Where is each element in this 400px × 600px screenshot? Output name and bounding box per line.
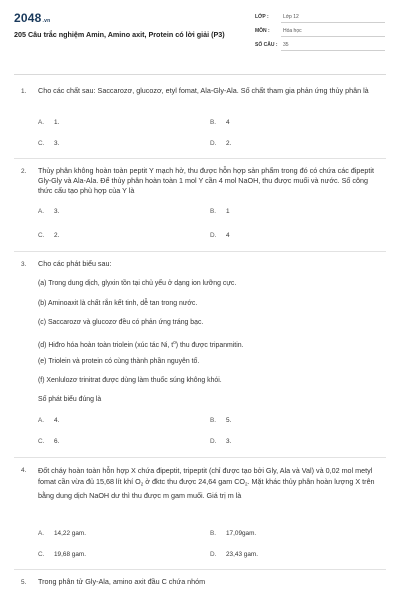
subscript: 2 xyxy=(140,481,144,487)
option-a[interactable] xyxy=(38,208,59,215)
option-letter: D. xyxy=(210,232,217,239)
option-text: 14,22 gam. xyxy=(54,530,86,537)
degree-superscript: 0 xyxy=(173,340,176,345)
statement-f: (f) Xenlulozơ trinitrat được dùng làm thuốc súng không khói. xyxy=(38,377,222,384)
meta-underline xyxy=(281,50,385,51)
question-text: Cho các phát biểu sau: xyxy=(38,259,112,268)
document-title: 205 Câu trắc nghiệm Amin, Amino axit, Protein có lời giải (P3) xyxy=(14,30,225,39)
option-text: 3. xyxy=(54,140,60,147)
question-prompt: Số phát biểu đúng là xyxy=(38,396,102,403)
option-d[interactable] xyxy=(210,140,231,147)
question-text xyxy=(38,465,383,501)
statement-b: (b) Aminoaxit là chất rắn kết tinh, dễ tan trong nước. xyxy=(38,300,198,307)
question-text-part: . Mặt khác thủy phân hoàn lượng X trên bằng dung dịch NaOH dư thì thu được m gam muối. Giá trị m là xyxy=(38,477,375,500)
option-letter: D. xyxy=(210,140,217,147)
option-text: 4 xyxy=(226,119,230,126)
option-letter: B. xyxy=(210,530,217,537)
option-d[interactable] xyxy=(210,551,258,558)
option-letter: C. xyxy=(38,232,45,239)
option-letter: A. xyxy=(38,208,45,215)
option-text: 23,43 gam. xyxy=(226,551,258,558)
logo-text: 2048 xyxy=(14,11,42,25)
question-text: Thủy phân không hoàn toàn peptit Y mạch hở, thu được hỗn hợp sản phẩm trong đó có chứa các đipeptit Gly-Gly và Ala-Ala. Để thủy phân hoàn toàn 1 mol Y cần 4 mol NaOH, thu được muối và nước. Số công thức cấu tạo phù hợp của Y là xyxy=(38,166,374,195)
option-text: 1 xyxy=(226,208,230,215)
document-header xyxy=(0,0,400,66)
option-d[interactable] xyxy=(210,232,230,239)
meta-box xyxy=(255,12,385,54)
option-c[interactable] xyxy=(38,438,59,445)
question-number: 1. xyxy=(21,88,27,95)
question-divider xyxy=(14,251,386,252)
question-text: Cho các chất sau: Saccarozơ, glucozơ, etyl fomat, Ala-Gly-Ala. Số chất tham gia phản ứng thủy phân là xyxy=(38,86,369,95)
meta-value: 35 xyxy=(283,42,289,48)
option-letter: A. xyxy=(38,417,45,424)
question-number: 5. xyxy=(21,579,27,586)
option-text: 4. xyxy=(54,417,60,424)
option-letter: C. xyxy=(38,140,45,147)
option-c[interactable] xyxy=(38,140,59,147)
statement-text-tail: ) thu được tripanmitin. xyxy=(175,342,244,349)
option-letter: B. xyxy=(210,208,217,215)
option-b[interactable] xyxy=(210,208,230,215)
statement-c: (c) Saccarozơ và glucozơ đều có phản ứng tráng bạc. xyxy=(38,319,204,326)
option-letter: C. xyxy=(38,551,45,558)
question-number: 3. xyxy=(21,261,27,268)
option-text: 4 xyxy=(226,232,230,239)
option-b[interactable] xyxy=(210,530,256,537)
option-text: 2. xyxy=(226,140,232,147)
statement-a: (a) Trong dung dịch, glyxin tồn tại chủ yếu ở dạng ion lưỡng cực. xyxy=(38,280,237,287)
question-number: 4. xyxy=(21,467,27,474)
meta-value: Hóa học xyxy=(283,28,302,34)
option-text: 3. xyxy=(226,438,232,445)
header-divider xyxy=(14,74,386,75)
meta-label: MÔN : xyxy=(255,28,270,34)
option-letter: D. xyxy=(210,551,217,558)
option-text: 6. xyxy=(54,438,60,445)
option-text: 1. xyxy=(54,119,60,126)
meta-row-class xyxy=(255,12,385,26)
option-letter: B. xyxy=(210,119,217,126)
meta-row-count xyxy=(255,40,385,54)
option-text: 5. xyxy=(226,417,232,424)
option-letter: D. xyxy=(210,438,217,445)
meta-label: SỐ CÂU : xyxy=(255,42,278,48)
option-a[interactable] xyxy=(38,119,59,126)
question-divider xyxy=(14,569,386,570)
meta-value: Lớp 12 xyxy=(283,14,299,20)
question-text: Trong phân tử Gly-Ala, amino axit đầu C chứa nhóm xyxy=(38,577,206,586)
option-c[interactable] xyxy=(38,551,86,558)
meta-underline xyxy=(281,36,385,37)
question-divider xyxy=(14,158,386,159)
meta-row-subject xyxy=(255,26,385,40)
option-b[interactable] xyxy=(210,417,231,424)
statement-text: (d) Hiđro hóa hoàn toàn triolein (xúc tác Ni, t xyxy=(38,342,174,349)
option-letter: C. xyxy=(38,438,45,445)
option-text: 19,68 gam. xyxy=(54,551,86,558)
question-divider xyxy=(14,457,386,458)
option-c[interactable] xyxy=(38,232,59,239)
option-letter: A. xyxy=(38,119,45,126)
meta-underline xyxy=(281,22,385,23)
option-text: 2. xyxy=(54,232,60,239)
option-text: 3. xyxy=(54,208,60,215)
question-text-part: ở đktc thu được 24,64 gam CO xyxy=(143,477,245,486)
statement-e: (e) Triolein và protein có cùng thành phần nguyên tố. xyxy=(38,358,200,365)
option-b[interactable] xyxy=(210,119,230,126)
statement-d xyxy=(38,338,383,351)
question-text-part: Đốt cháy hoàn toàn hỗn hợp X chứa đipeptit, tripeptit (chỉ được tạo bởi Gly, Ala và Val) và 0,02 mol metyl fomat cần vừa đủ 15,68 lít khí O xyxy=(38,466,373,486)
option-letter: B. xyxy=(210,417,217,424)
meta-label: LỚP : xyxy=(255,14,269,20)
option-letter: A. xyxy=(38,530,45,537)
option-text: 17,09gam. xyxy=(226,530,257,537)
option-a[interactable] xyxy=(38,530,86,537)
option-d[interactable] xyxy=(210,438,231,445)
subscript: 2 xyxy=(245,481,248,487)
option-a[interactable] xyxy=(38,417,59,424)
question-number: 2. xyxy=(21,168,27,175)
logo-suffix: .vn xyxy=(42,18,51,24)
site-logo[interactable] xyxy=(14,11,50,25)
